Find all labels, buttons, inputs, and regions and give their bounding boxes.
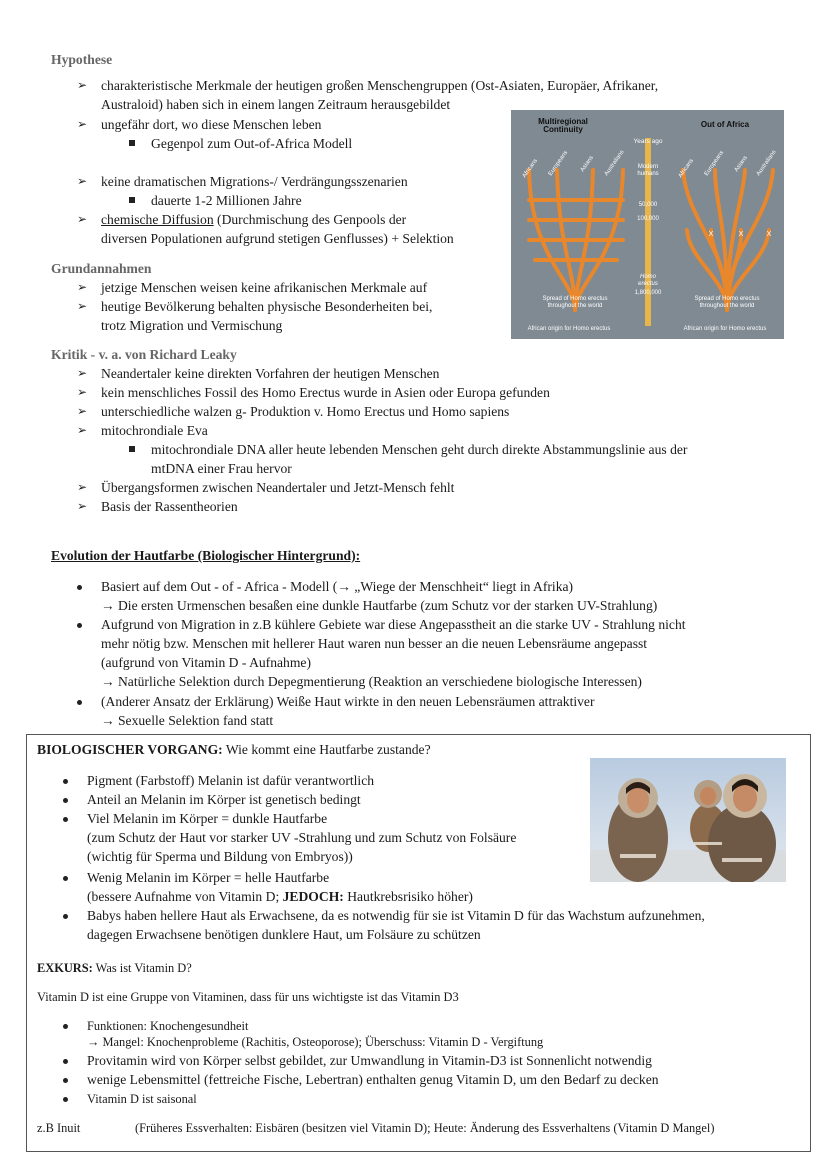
example-label: z.B Inuit xyxy=(37,1121,81,1135)
figure-tick-50000: 50,000 xyxy=(638,202,658,208)
arrow-bullet-icon: ➢ xyxy=(77,212,88,226)
photo-face-child xyxy=(700,787,716,805)
figure-title-multiregional: Multiregional Continuity xyxy=(538,117,588,134)
arrow-bullet-icon: ➢ xyxy=(77,385,88,399)
kritik-item-3: unterschiedliche walzen g- Produktion v. Homo Erectus und Homo sapiens xyxy=(101,404,510,419)
exkurs-title xyxy=(37,959,192,977)
section-title-grundannahmen: Grundannahmen xyxy=(51,261,152,276)
exkurs-item-3: wenige Lebensmittel (fettreiche Fische, Lebertran) enthalten genug Vitamin D, um den Bedarf zu decken xyxy=(87,1072,659,1087)
bullet-dot-icon xyxy=(77,700,82,705)
evolution-item-3: (Anderer Ansatz der Erklärung) Weiße Haut wirkte in den neuen Lebensräumen attraktiver xyxy=(101,694,595,709)
square-bullet-icon xyxy=(129,446,135,452)
figure-homo-erectus: Homo erectus xyxy=(638,274,658,287)
hypothese-item-1b: Australoid) haben sich in einem langen Zeitraum herausgebildet xyxy=(101,97,451,112)
kritik-item-1: Neandertaler keine direkten Vorfahren der heutigen Menschen xyxy=(101,366,440,381)
vorgang-title-bold: BIOLOGISCHER VORGANG: xyxy=(37,742,223,757)
bullet-dot-icon xyxy=(63,817,68,822)
vorgang-item-3c: (wichtig für Sperma und Bildung von Embryos)) xyxy=(87,849,353,864)
exkurs-item-1: Funktionen: Knochengesundheit xyxy=(87,1019,249,1033)
exkurs-title-rest: Was ist Vitamin D? xyxy=(92,961,192,975)
vorgang-jedoch: JEDOCH: xyxy=(282,889,344,904)
bullet-dot-icon xyxy=(63,1097,68,1102)
chemische-diffusion-term: chemische Diffusion xyxy=(101,212,214,227)
hypothese-item-4b: diversen Populationen aufgrund stetigen Genflusses) + Selektion xyxy=(101,231,454,246)
vorgang-item-3a: Viel Melanin im Körper = dunkle Hautfarbe xyxy=(87,811,328,826)
arrow-bullet-icon: ➢ xyxy=(77,280,88,294)
photo-face-right xyxy=(733,784,757,812)
bullet-dot-icon xyxy=(63,798,68,803)
bullet-dot-icon xyxy=(63,1024,68,1029)
photo-face-left xyxy=(627,787,649,813)
exkurs-item-1-arrow: → Mangel: Knochenprobleme (Rachitis, Osteoporose); Überschuss: Vitamin D - Vergiftung xyxy=(87,1035,544,1049)
exkurs-intro: Vitamin D ist eine Gruppe von Vitaminen, dass für uns wichtigste ist das Vitamin D3 xyxy=(37,990,459,1004)
kritik-subitem-1b: mtDNA einer Frau hervor xyxy=(151,461,292,476)
hypothese-item-2: ungefähr dort, wo diese Menschen leben xyxy=(101,117,322,132)
figure-label-europeans: Europeans xyxy=(547,149,570,178)
hypothese-subitem-1: Gegenpol zum Out-of-Africa Modell xyxy=(151,136,353,151)
inuit-family-photo xyxy=(590,758,786,882)
arrow-bullet-icon: ➢ xyxy=(77,499,88,513)
section-title-evolution: Evolution der Hautfarbe (Biologischer Hintergrund): xyxy=(51,548,361,563)
bullet-dot-icon xyxy=(77,623,82,628)
hypothese-item-3: keine dramatischen Migrations-/ Verdrängungsszenarien xyxy=(101,174,408,189)
section-title-kritik: Kritik - v. a. von Richard Leaky xyxy=(51,347,237,362)
evolution-models-figure xyxy=(511,110,784,339)
kritik-item-6: Basis der Rassentheorien xyxy=(101,499,238,514)
figure-modern-humans: Modern humans xyxy=(637,164,659,177)
figure-tick-100000: 100,000 xyxy=(637,216,659,222)
arrow-bullet-icon: ➢ xyxy=(77,117,88,131)
figure-label-africans: Africans xyxy=(521,157,540,180)
figure-spread-left: Spread of Homo erectus throughout the world xyxy=(542,296,608,309)
extinction-mark-icon: X xyxy=(708,231,714,238)
arrow-bullet-icon: ➢ xyxy=(77,480,88,494)
figure-origin-left: African origin for Homo erectus xyxy=(527,326,611,332)
vorgang-item-4b-part3: Hautkrebsrisiko höher) xyxy=(343,889,473,904)
arrow-bullet-icon: ➢ xyxy=(77,78,88,92)
evolution-item-2c: (aufgrund von Vitamin D - Aufnahme) xyxy=(101,655,311,670)
figure-label-asians-r: Asians xyxy=(733,154,749,174)
bullet-dot-icon xyxy=(63,779,68,784)
vorgang-item-5a: Babys haben hellere Haut als Erwachsene, da es notwendig für sie ist Vitamin D für das Wachstum aufzunehmen, xyxy=(87,908,705,923)
figure-origin-right: African origin for Homo erectus xyxy=(683,326,767,332)
vorgang-item-1: Pigment (Farbstoff) Melanin ist dafür verantwortlich xyxy=(87,773,375,788)
evolution-item-2a: Aufgrund von Migration in z.B kühlere Gebiete war diese Angepasstheit an die starke UV - Strahlung nicht xyxy=(101,617,686,632)
figure-label-asians: Asians xyxy=(579,154,595,174)
evolution-item-2-arrow: → Natürliche Selektion durch Depegmentierung (Reaktion an verschiedene biologische Interessen) xyxy=(101,674,642,689)
figure-label-australians: Australians xyxy=(603,149,626,178)
bullet-dot-icon xyxy=(63,914,68,919)
extinction-mark-icon: X xyxy=(738,231,744,238)
figure-title-out-of-africa: Out of Africa xyxy=(700,120,750,129)
arrow-bullet-icon: ➢ xyxy=(77,174,88,188)
figure-label-australians-r: Australians xyxy=(755,149,778,178)
hypothese-item-1a: charakteristische Merkmale der heutigen großen Menschengruppen (Ost-Asiaten, Europäer, Afrikaner, xyxy=(101,78,659,93)
figure-label-europeans-r: Europeans xyxy=(703,149,726,178)
vorgang-item-4b xyxy=(87,888,473,906)
vorgang-item-2: Anteil an Melanin im Körper ist genetisch bedingt xyxy=(87,792,361,807)
evolution-item-1: Basiert auf dem Out - of - Africa - Modell (→ „Wiege der Menschheit“ liegt in Afrika) xyxy=(101,579,574,594)
evolution-item-1-arrow: → Die ersten Urmenschen besaßen eine dunkle Hautfarbe (zum Schutz vor der starken UV-Strahlung) xyxy=(101,598,658,613)
arrow-bullet-icon: ➢ xyxy=(77,299,88,313)
grundannahmen-item-1: jetzige Menschen weisen keine afrikanischen Merkmale auf xyxy=(101,280,428,295)
hypothese-item-4a xyxy=(101,211,406,229)
figure-tick-1800000: 1,800,000 xyxy=(634,290,662,296)
arrow-bullet-icon: ➢ xyxy=(77,423,88,437)
vorgang-item-4b-part1: (bessere Aufnahme von Vitamin D; xyxy=(87,889,283,904)
exkurs-item-4: Vitamin D ist saisonal xyxy=(87,1092,197,1106)
kritik-item-2: kein menschliches Fossil des Homo Erectus wurde in Asien oder Europa gefunden xyxy=(101,385,550,400)
vorgang-item-5b: dagegen Erwachsene benötigen dunklere Haut, um Folsäure zu schützen xyxy=(87,927,481,942)
exkurs-title-bold: EXKURS: xyxy=(37,961,93,975)
kritik-subitem-1a: mitochrondiale DNA aller heute lebenden Menschen geht durch direkte Abstammungslinie aus der xyxy=(151,442,688,457)
vorgang-title xyxy=(37,741,431,759)
section-title-hypothese: Hypothese xyxy=(51,52,113,67)
hypothese-subitem-2: dauerte 1-2 Millionen Jahre xyxy=(151,193,302,208)
vorgang-item-3b: (zum Schutz der Haut vor starker UV -Strahlung und zum Schutz von Folsäure xyxy=(87,830,517,845)
square-bullet-icon xyxy=(129,197,135,203)
extinction-mark-icon: X xyxy=(766,231,772,238)
figure-years-ago: Years ago xyxy=(633,138,663,145)
figure-spread-right: Spread of Homo erectus throughout the world xyxy=(694,296,760,309)
example-text: (Früheres Essverhalten: Eisbären (besitzen viel Vitamin D); Heute: Änderung des Essverhaltens (Vitamin D Mangel) xyxy=(135,1121,715,1135)
grundannahmen-item-2a: heutige Bevölkerung behalten physische Besonderheiten bei, xyxy=(101,299,433,314)
exkurs-item-2: Provitamin wird von Körper selbst gebildet, zur Umwandlung in Vitamin-D3 ist Sonnenlicht notwendig xyxy=(87,1053,652,1068)
vorgang-title-rest: Wie kommt eine Hautfarbe zustande? xyxy=(222,742,431,757)
vorgang-item-4a: Wenig Melanin im Körper = helle Hautfarbe xyxy=(87,870,330,885)
arrow-bullet-icon: ➢ xyxy=(77,366,88,380)
kritik-item-4: mitochrondiale Eva xyxy=(101,423,208,438)
grundannahmen-item-2b: trotz Migration und Vermischung xyxy=(101,318,283,333)
bullet-dot-icon xyxy=(63,1078,68,1083)
figure-label-africans-r: Africans xyxy=(677,157,696,180)
arrow-bullet-icon: ➢ xyxy=(77,404,88,418)
evolution-item-3-arrow: → Sexuelle Selektion fand statt xyxy=(101,713,274,728)
bullet-dot-icon xyxy=(63,876,68,881)
bullet-dot-icon xyxy=(63,1059,68,1064)
evolution-item-2b: mehr nötig bzw. Menschen mit hellerer Haut waren nun besser an die neuen Lebensräume angepasst xyxy=(101,636,648,651)
kritik-item-5: Übergangsformen zwischen Neandertaler und Jetzt-Mensch fehlt xyxy=(101,480,455,495)
square-bullet-icon xyxy=(129,140,135,146)
hypothese-item-4a-rest: (Durchmischung des Genpools der xyxy=(213,212,407,227)
bullet-dot-icon xyxy=(77,585,82,590)
